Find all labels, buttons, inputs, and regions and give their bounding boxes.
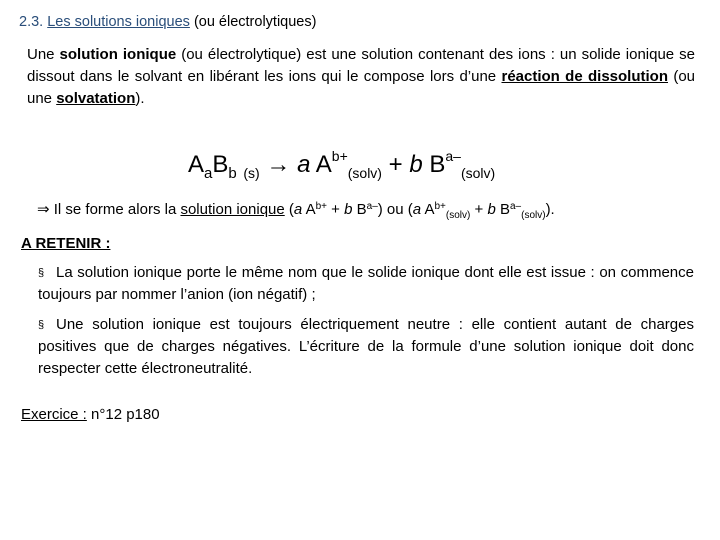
consequence-text-4: ). [545,201,555,218]
exercise-ref: n°12 p180 [86,406,160,423]
definition-text-1: Une [27,46,60,63]
c-ion-B-2: B [495,201,510,218]
eq-arrow: → [266,151,291,178]
definition-paragraph [27,44,695,110]
eq-solid-B: B [212,151,229,178]
dissolution-equation [188,138,495,192]
eq-state-solv-1: (solv) [347,165,382,181]
c-charge-b-plus-2: b+ [434,201,446,212]
exercise-reference [21,406,160,423]
implies-symbol: ⇒ [37,201,50,218]
eq-sub-a: a [204,165,213,182]
eq-sub-b: b [228,165,237,182]
eq-charge-a-minus: a– [445,148,461,164]
c-state-solv-2: (solv) [521,210,546,221]
c-ion-A-2: A [421,201,435,218]
definition-text-3: (ou une [27,68,696,107]
eq-coef-a: a [297,151,311,178]
bullet-icon: § [38,267,45,279]
eq-coef-b: b [409,151,423,178]
eq-state-solv-2: (solv) [460,165,496,181]
retenir-bullet-2 [38,314,694,380]
retenir-bullet-1-text: La solution ionique porte le même nom que le solide ionique dont elle est issue : on commence toujours par nommer l’anion (ion négatif) ; [38,264,694,303]
consequence-line [37,200,555,221]
c-charge-a-minus: a– [366,201,378,212]
eq-state-solid: (s) [243,165,260,181]
c-state-solv-1: (solv) [445,210,471,221]
bullet-icon: § [38,319,45,331]
consequence-text-3: ) ou ( [377,201,413,218]
c-charge-a-minus-2: a– [509,201,522,212]
eq-plus: + [388,151,403,178]
definition-text-2: (ou électrolytique) est une solution contenant des ions : un solide ionique se dissout dans le solvant en libérant les ions qui le compose lors d’une [27,46,695,85]
c-coef-b: b [344,201,353,218]
c-plus-2: + [470,201,488,218]
term-solution-ionique-2: solution ionique [180,201,285,218]
term-solution-ionique: solution ionique [59,46,177,63]
c-coef-b-2: b [487,201,496,218]
eq-ion-A: A [315,151,332,178]
section-title: Les solutions ioniques [47,14,190,30]
c-ion-A: A [302,201,316,218]
retenir-bullet-1 [38,262,694,306]
eq-ion-B: B [429,151,446,178]
c-plus: + [327,201,345,218]
exercise-label: Exercice : [21,406,87,423]
c-ion-B: B [352,201,367,218]
eq-solid-A: A [188,151,205,178]
retenir-heading: A RETENIR : [21,235,111,252]
term-reaction-de-dissolution: réaction de dissolution [501,68,668,85]
retenir-bullet-2-text: Une solution ionique est toujours électriquement neutre : elle contient autant de charges positives que de charges négatives. L’écriture de la formule d’une solution ionique doit donc respecter cette électroneutralité. [38,316,694,377]
consequence-text-2: ( [284,201,294,218]
c-coef-a: a [293,201,303,218]
eq-charge-b-plus: b+ [331,148,348,164]
c-coef-a-2: a [412,201,422,218]
section-subtitle: (ou électrolytiques) [193,14,317,30]
term-solvatation: solvatation [56,90,136,107]
definition-text-4: ). [135,90,145,107]
c-charge-b-plus: b+ [315,201,327,212]
section-number: 2.3. [19,14,44,30]
section-heading [19,14,316,30]
consequence-text-1: Il se forme alors la [49,201,181,218]
